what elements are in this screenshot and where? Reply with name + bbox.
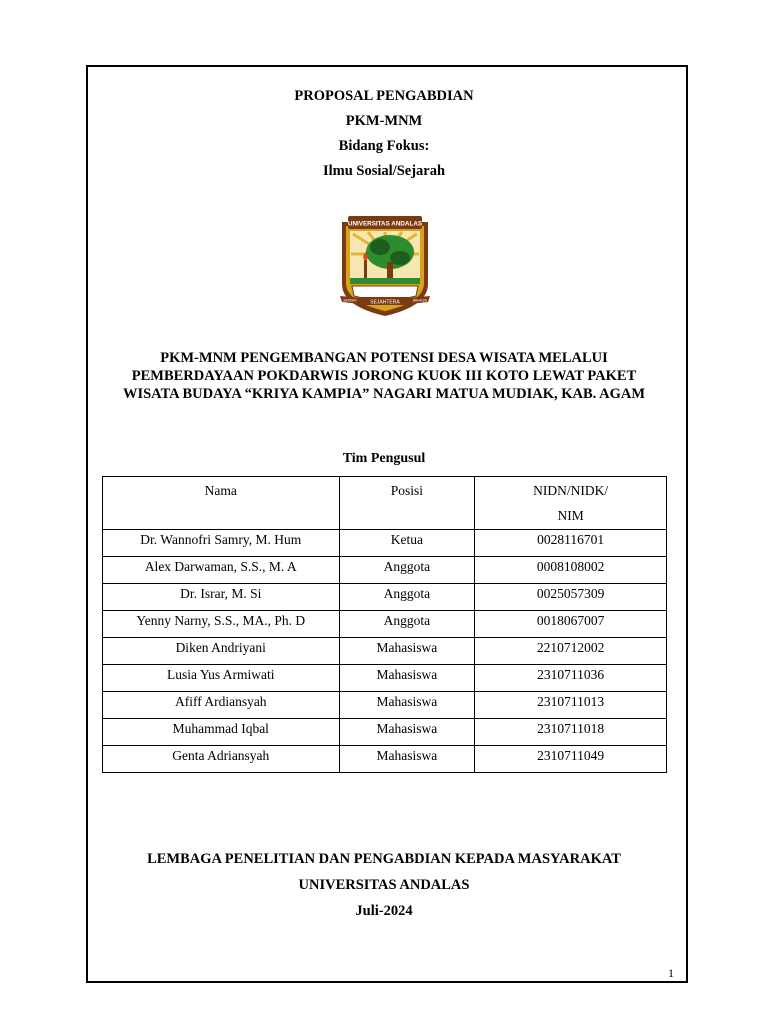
cell-posisi: Mahasiswa (339, 638, 475, 665)
title-line-1: PKM-MNM PENGEMBANGAN POTENSI DESA WISATA MELALUI (160, 350, 608, 366)
cell-nama: Yenny Narny, S.S., MA., Ph. D (103, 611, 340, 638)
cell-nama: Alex Darwaman, S.S., M. A (103, 557, 340, 584)
column-header-nim-line2: NIM (557, 508, 584, 523)
cell-nim: 0025057309 (475, 584, 667, 611)
logo-ribbon-right-text: BAHAGIA (412, 298, 428, 303)
cell-nama: Lusia Yus Armiwati (103, 665, 340, 692)
table-row (103, 638, 667, 665)
cell-nim: 0028116701 (475, 530, 667, 557)
logo-tree-shade (370, 239, 390, 255)
table-row (103, 611, 667, 638)
column-header-nama: Nama (103, 477, 340, 530)
cell-posisi: Anggota (339, 611, 475, 638)
column-header-nim-line1: NIDN/NIDK/ (533, 483, 609, 498)
document-date: Juli-2024 (355, 903, 413, 919)
cell-nama: Diken Andriyani (103, 638, 340, 665)
program-name: PKM-MNM (345, 113, 423, 129)
table-header-row (103, 477, 667, 530)
cell-nama: Afiff Ardiansyah (103, 692, 340, 719)
cell-posisi: Mahasiswa (339, 665, 475, 692)
logo-tree-trunk (387, 262, 393, 280)
cell-posisi: Anggota (339, 584, 475, 611)
table-row (103, 665, 667, 692)
team-heading: Tim Pengusul (342, 451, 426, 466)
table-row (103, 746, 667, 773)
cell-nim: 2310711018 (475, 719, 667, 746)
cell-posisi: Ketua (339, 530, 475, 557)
cell-posisi: Anggota (339, 557, 475, 584)
focus-label: Bidang Fokus: (338, 138, 430, 154)
title-line-3: WISATA BUDAYA “KRIYA KAMPIA” NAGARI MATUA MUDIAK, KAB. AGAM (122, 386, 646, 402)
table-row (103, 557, 667, 584)
cell-posisi: Mahasiswa (339, 692, 475, 719)
logo-ground (350, 278, 420, 284)
logo-ribbon-left-text: BERDIRI (343, 298, 357, 303)
university-logo (338, 214, 432, 318)
table-row (103, 530, 667, 557)
cell-posisi: Mahasiswa (339, 719, 475, 746)
proposal-title (96, 349, 672, 403)
cell-nama: Genta Adriansyah (103, 746, 340, 773)
cell-nim: 2310711013 (475, 692, 667, 719)
cell-nim: 0018067007 (475, 611, 667, 638)
cell-nim: 2310711049 (475, 746, 667, 773)
proposal-heading: PROPOSAL PENGABDIAN (294, 88, 474, 104)
cell-nama: Muhammad Iqbal (103, 719, 340, 746)
team-table (102, 476, 667, 773)
cell-nama: Dr. Israr, M. Si (103, 584, 340, 611)
university-name: UNIVERSITAS ANDALAS (298, 877, 470, 893)
logo-top-text: UNIVERSITAS ANDALAS (347, 220, 423, 228)
table-row (103, 584, 667, 611)
column-header-posisi: Posisi (339, 477, 475, 530)
cell-nim: 2310711036 (475, 665, 667, 692)
cell-nim: 0008108002 (475, 557, 667, 584)
column-header-nim (475, 477, 667, 530)
title-line-2: PEMBERDAYAAN POKDARWIS JORONG KUOK III KOTO LEWAT PAKET (131, 368, 637, 384)
cell-nama: Dr. Wannofri Samry, M. Hum (103, 530, 340, 557)
cell-nim: 2210712002 (475, 638, 667, 665)
table-row (103, 719, 667, 746)
cell-posisi: Mahasiswa (339, 746, 475, 773)
table-row (103, 692, 667, 719)
institution-name: LEMBAGA PENELITIAN DAN PENGABDIAN KEPADA MASYARAKAT (147, 851, 621, 867)
logo-torch (364, 260, 367, 278)
logo-ribbon-text: SEJAHTERA (370, 299, 400, 306)
focus-value: Ilmu Sosial/Sejarah (322, 163, 446, 179)
page-number: 1 (668, 966, 674, 980)
